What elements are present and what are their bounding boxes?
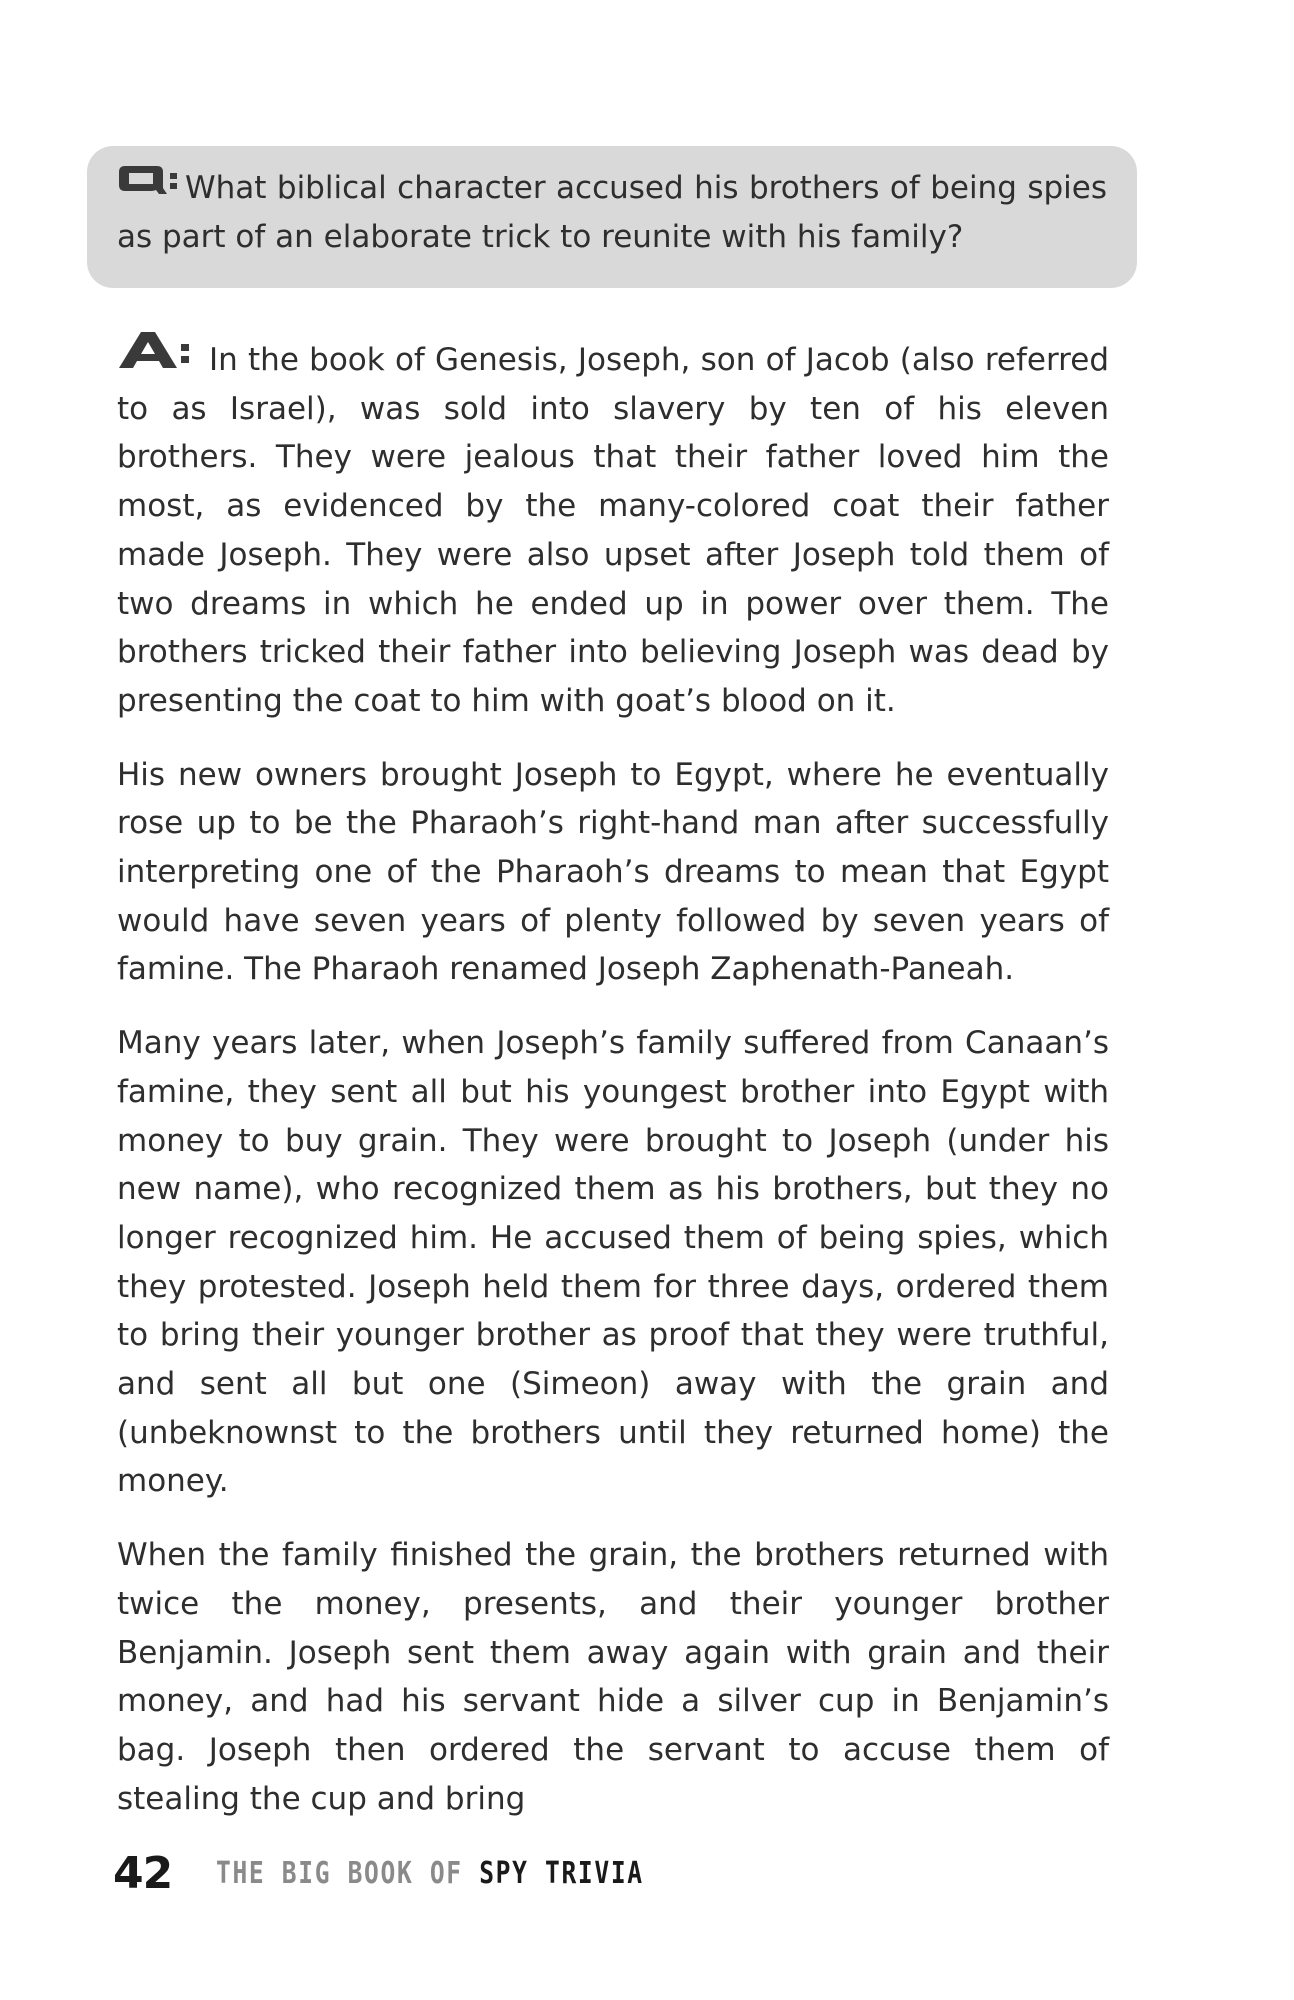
answer-paragraph-3: Many years later, when Joseph’s family suffered from Canaan’s famine, they sent all but his youngest brother into Egypt with money to buy grain. They were brought to Joseph (under his new name), who recognized them as his brothers, but they no longer recognized him. He accused them of being spies, which they protested. Joseph held them for three days, ordered them to bring their younger brother as proof that they were truthful, and sent all but one (Simeon) away with the grain and (unbeknownst to the brothers until they returned home) the money. bbox=[117, 1025, 1109, 1500]
page-number: 42 bbox=[113, 1847, 173, 1899]
answer-paragraph-1: In the book of Genesis, Joseph, son of Jacob (also referred to as Israel), was sold into slavery by ten of his eleven brothers. They were jealous that their father loved him the most, as evidenced by the many-colored coat their father made Joseph. They were also upset after Joseph told them of two dreams in which he ended up in power over them. The brothers tricked their father into believing Joseph was dead by presenting the coat to him with goat’s blood on it. bbox=[117, 330, 1109, 726]
question-box bbox=[87, 146, 1137, 288]
q-label-icon bbox=[117, 164, 179, 198]
a-label-icon bbox=[117, 330, 203, 370]
running-title-dark: SPY TRIVIA bbox=[479, 1855, 644, 1891]
question-text-block bbox=[117, 164, 1107, 262]
question-text: What biblical character accused his brothers of being spies as part of an elaborate trick to reunite with his family? bbox=[117, 170, 1107, 255]
running-title bbox=[216, 1856, 644, 1891]
answer-section bbox=[117, 330, 1109, 1848]
answer-paragraph-4: When the family finished the grain, the brothers returned with twice the money, presents, and their younger brother Benjamin. Joseph sent them away again with grain and their money, and had his servant hide a silver cup in Benjamin’s bag. Joseph then ordered the servant to accuse them of stealing the cup and bring bbox=[117, 1537, 1109, 1817]
running-title-light: THE BIG BOOK OF bbox=[216, 1855, 464, 1891]
answer-paragraph-2: His new owners brought Joseph to Egypt, where he eventually rose up to be the Pharaoh’s right-hand man after successfully interpreting one of the Pharaoh’s dreams to mean that Egypt would have seven years of plenty followed by seven years of famine. The Pharaoh renamed Joseph Zaphenath-Paneah. bbox=[117, 756, 1109, 988]
page-footer bbox=[113, 1848, 738, 1898]
